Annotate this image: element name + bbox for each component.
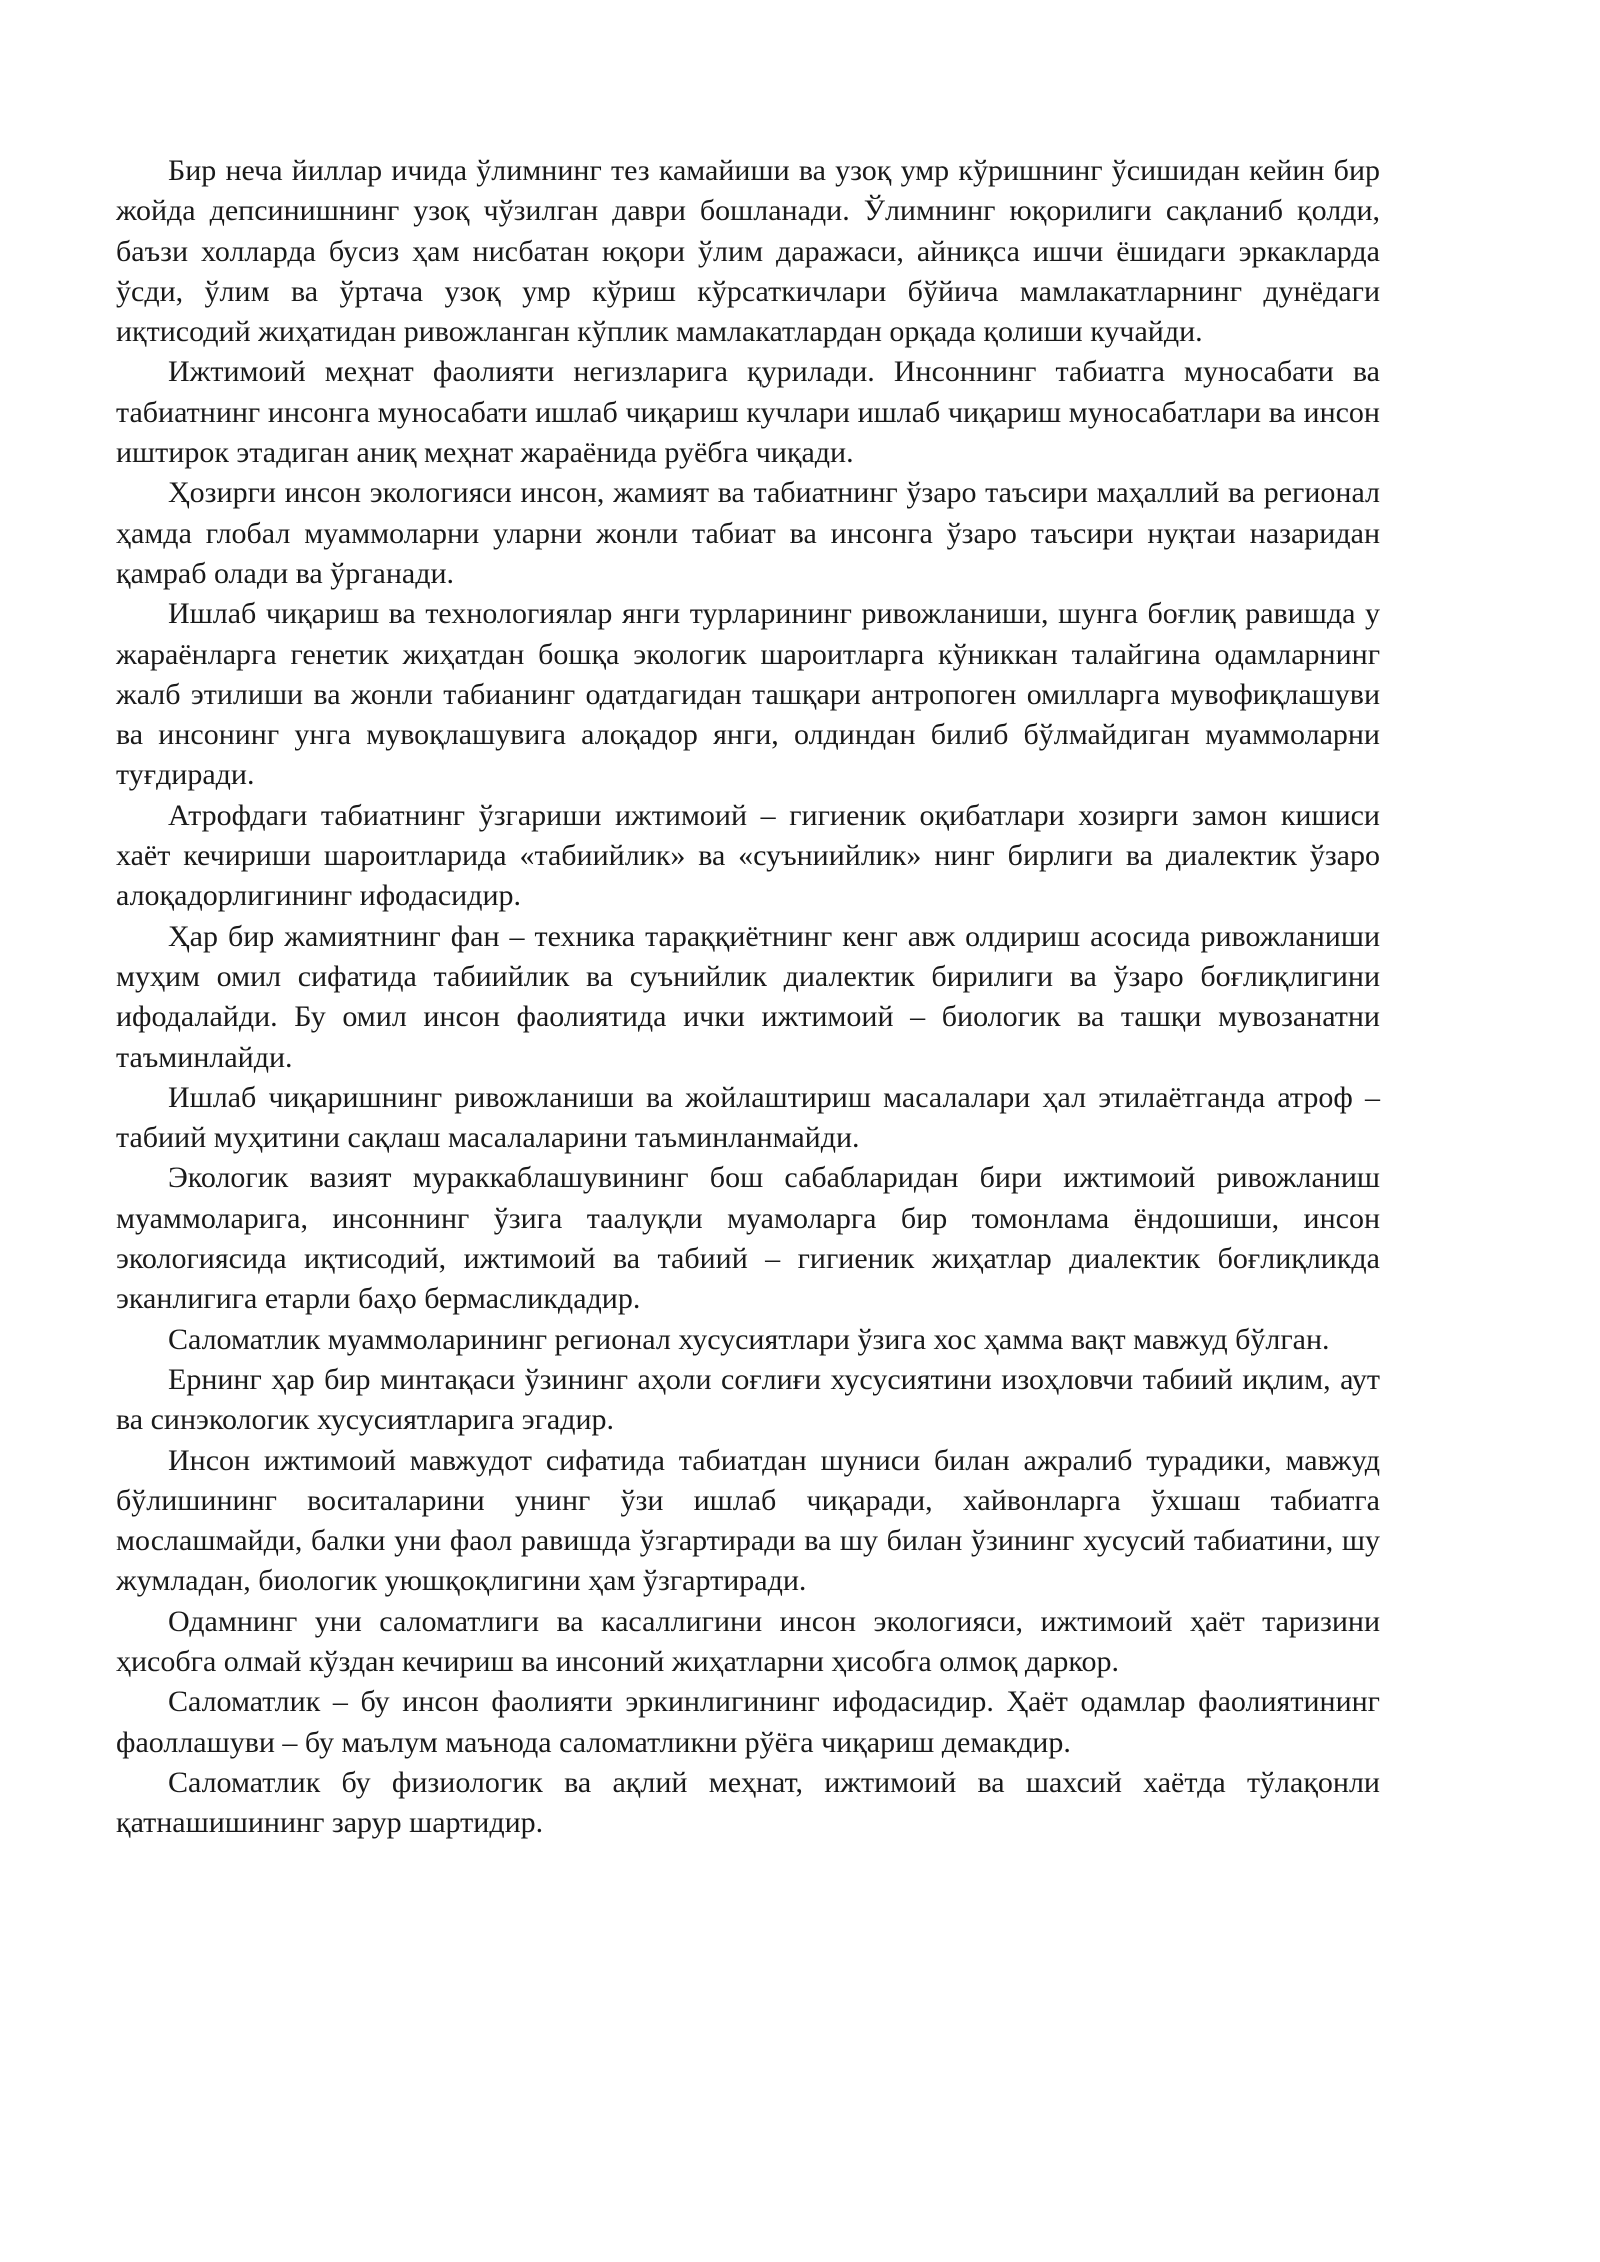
paragraph-9: Саломатлик муаммоларининг регионал хусусиятлари ўзига хос ҳамма вақт мавжуд бўлган. — [168, 1322, 1330, 1356]
paragraph-4: Ишлаб чиқариш ва технологиялар янги турларининг ривожланиши, шунга боғлиқ равишда у жараёнларга генетик жиҳатдан бошқа экологик шароитларга кўниккан талайгина одамларнинг жалб этилиши ва жонли табианинг одатдагидан ташқари антропоген омилларга мувофиқлашуви ва инсонинг унга мувоқлашувига алоқадор янги, олдиндан билиб бўлмайдиган муаммоларни туғдиради. — [116, 597, 1380, 792]
paragraph-10: Ернинг ҳар бир минтақаси ўзининг аҳоли соғлиғи хусусиятини изоҳловчи табиий иқлим, аут ва синэкологик хусусиятларига эгадир. — [116, 1362, 1380, 1437]
paragraph-11: Инсон ижтимоий мавжудот сифатида табиатдан шуниси билан ажралиб турадики, мавжуд бўлишининг воситаларини унинг ўзи ишлаб чиқаради, хайвонларга ўхшаш табиатга мослашмайди, балки уни фаол равишда ўзгартиради ва шу билан ўзининг хусусий табиатини, шу жумладан, биологик уюшқоқлигини ҳам ўзгартиради. — [116, 1443, 1380, 1598]
paragraph-12: Одамнинг уни саломатлиги ва касаллигини инсон экологияси, ижтимоий ҳаёт таризини ҳисобга олмай кўздан кечириш ва инсоний жиҳатларни ҳисобга олмоқ даркор. — [116, 1604, 1380, 1678]
paragraph-7: Ишлаб чиқаришнинг ривожланиши ва жойлаштириш масалалари ҳал этилаётганда атроф – табиий муҳитини сақлаш масалаларини таъминланмайди. — [116, 1080, 1380, 1155]
paragraph-5: Атрофдаги табиатнинг ўзгариши ижтимоий – гигиеник оқибатлари хозирги замон кишиси хаёт кечириши шароитларида «табиийлик» ва «суъниийлик» нинг бирлиги ва диалектик ўзаро алоқадорлигининг ифодасидир. — [116, 798, 1380, 913]
paragraph-14: Саломатлик бу физиологик ва ақлий меҳнат, ижтимоий ва шахсий хаётда тўлақонли қатнашишининг зарур шартидир. — [116, 1765, 1380, 1840]
paragraph-2: Ижтимоий меҳнат фаолияти негизларига қурилади. Инсоннинг табиатга муносабати ва табиатнинг инсонга муносабати ишлаб чиқариш кучлари ишлаб чиқариш муносабатлари ва инсон иштирок этадиган аниқ меҳнат жараёнида руёбга чиқади. — [116, 355, 1380, 470]
paragraph-6: Ҳар бир жамиятнинг фан – техника тараққиётнинг кенг авж олдириш асосида ривожланиши муҳим омил сифатида табиийлик ва суънийлик диалектик бирилиги ва ўзаро боғлиқлигини ифодалайди. Бу омил инсон фаолиятида ички ижтимоий – биологик ва ташқи мувозанатни таъминлайди. — [116, 919, 1380, 1074]
paragraph-13: Саломатлик – бу инсон фаолияти эркинлигининг ифодасидир. Ҳаёт одамлар фаолиятининг фаоллашуви – бу маълум маънода саломатликни рўёга чиқариш демакдир. — [116, 1685, 1380, 1759]
document-body — [116, 151, 1380, 1843]
paragraph-8: Экологик вазият мураккаблашувининг бош сабабларидан бири ижтимоий ривожланиш муаммоларига, инсоннинг ўзига таалуқли муамоларга бир томонлама ёндошиши, инсон экологиясида иқтисодий, ижтимоий ва табиий – гигиеник жиҳатлар диалектик боғлиқликда эканлигига етарли баҳо бермасликдадир. — [116, 1161, 1380, 1316]
paragraph-3: Ҳозирги инсон экологияси инсон, жамият ва табиатнинг ўзаро таъсири маҳаллий ва регионал ҳамда глобал муаммоларни уларни жонли табиат ва инсонга ўзаро таъсири нуқтаи назаридан қамраб олади ва ўрганади. — [116, 476, 1380, 590]
paragraph-1: Бир неча йиллар ичида ўлимнинг тез камайиши ва узоқ умр кўришнинг ўсишидан кейин бир жойда депсинишнинг узоқ чўзилган даври бошланади. Ўлимнинг юқорилиги сақланиб қолди, баъзи холларда бусиз ҳам нисбатан юқори ўлим даражаси, айниқса ишчи ёшидаги эркакларда ўсди, ўлим ва ўртача узоқ умр кўриш кўрсаткичлари бўйича мамлакатларнинг дунёдаги иқтисодий жиҳатидан ривожланган кўплик мамлакатлардан орқада қолиши кучайди. — [116, 154, 1380, 349]
